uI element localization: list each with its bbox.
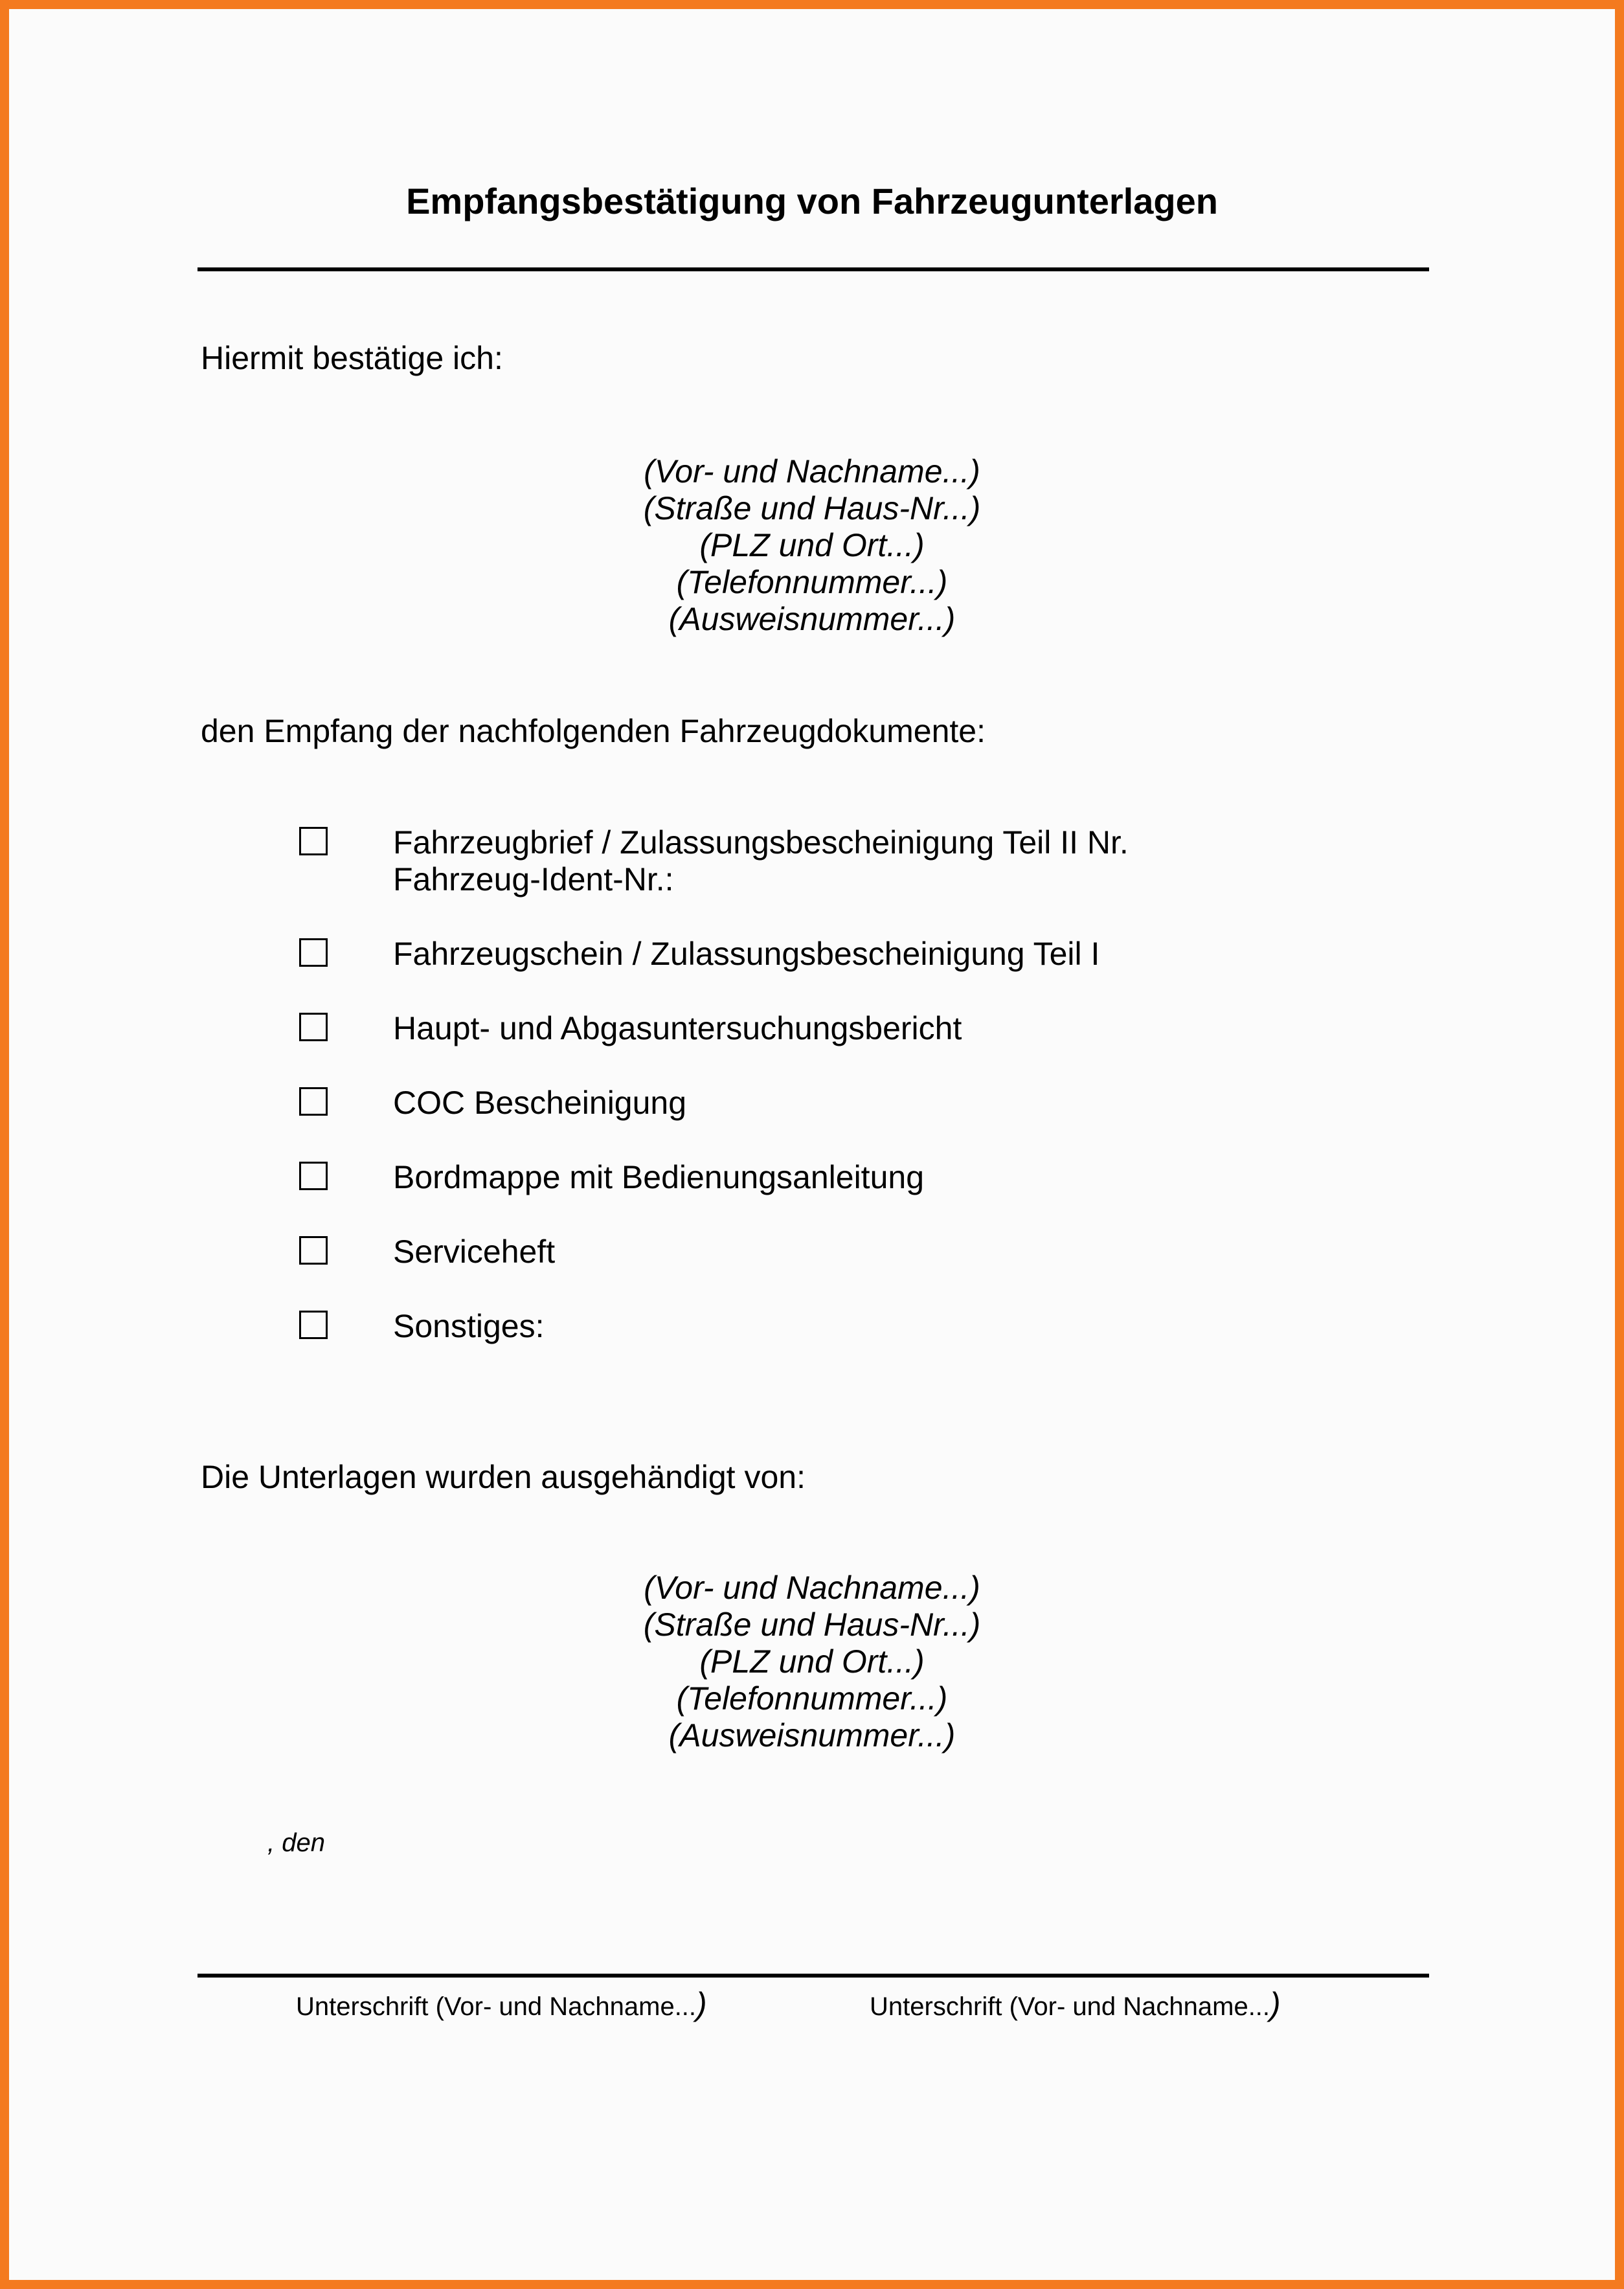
intro-text: Hiermit bestätige ich: <box>201 340 503 376</box>
recipient-name-field[interactable]: (Vor- und Nachname...) <box>644 453 980 490</box>
recipient-id-field[interactable]: (Ausweisnummer...) <box>668 601 956 637</box>
recipient-address-block <box>0 453 1624 638</box>
document-label: COC Bescheinigung <box>393 1085 687 1121</box>
documents-intro-text: den Empfang der nachfolgenden Fahrzeugdokumente: <box>201 713 986 749</box>
issuer-id-field[interactable]: (Ausweisnummer...) <box>668 1717 956 1753</box>
handed-over-intro-text: Die Unterlagen wurden ausgehändigt von: <box>201 1459 806 1495</box>
signature-right-label: Unterschrift (Vor- und Nachname...) <box>870 1986 1281 2022</box>
signature-left-label: Unterschrift (Vor- und Nachname...) <box>296 1986 707 2022</box>
document-checkbox[interactable] <box>299 1162 328 1190</box>
document-label: Bordmappe mit Bedienungsanleitung <box>393 1159 924 1195</box>
issuer-address-block <box>0 1570 1624 1754</box>
issuer-phone-field[interactable]: (Telefonnummer...) <box>676 1680 948 1717</box>
document-checkbox[interactable] <box>299 827 328 855</box>
issuer-name-field[interactable]: (Vor- und Nachname...) <box>644 1570 980 1606</box>
document-label: Sonstiges: <box>393 1308 545 1344</box>
document-checkbox[interactable] <box>299 1087 328 1116</box>
document-label: Serviceheft <box>393 1234 556 1270</box>
document-title: Empfangsbestätigung von Fahrzeugunterlagen <box>406 181 1218 221</box>
issuer-city-field[interactable]: (PLZ und Ort...) <box>699 1643 925 1680</box>
document-label: Fahrzeugschein / Zulassungsbescheinigung Teil I <box>393 936 1100 972</box>
issuer-street-field[interactable]: (Straße und Haus-Nr...) <box>643 1607 981 1643</box>
document-checkbox[interactable] <box>299 1013 328 1041</box>
recipient-city-field[interactable]: (PLZ und Ort...) <box>699 527 925 563</box>
recipient-phone-field[interactable]: (Telefonnummer...) <box>676 564 948 600</box>
place-date-field[interactable]: , den <box>267 1829 325 1857</box>
document-label: Fahrzeugbrief / Zulassungsbescheinigung Teil II Nr. Fahrzeug-Ident-Nr.: <box>393 824 1129 897</box>
recipient-street-field[interactable]: (Straße und Haus-Nr...) <box>643 490 981 526</box>
document-checkbox[interactable] <box>299 1236 328 1265</box>
title-divider <box>197 267 1429 271</box>
document-checkbox[interactable] <box>299 938 328 967</box>
document-checkbox[interactable] <box>299 1311 328 1339</box>
document-label: Haupt- und Abgasuntersuchungsbericht <box>393 1010 962 1046</box>
signature-line <box>197 1974 1429 1978</box>
